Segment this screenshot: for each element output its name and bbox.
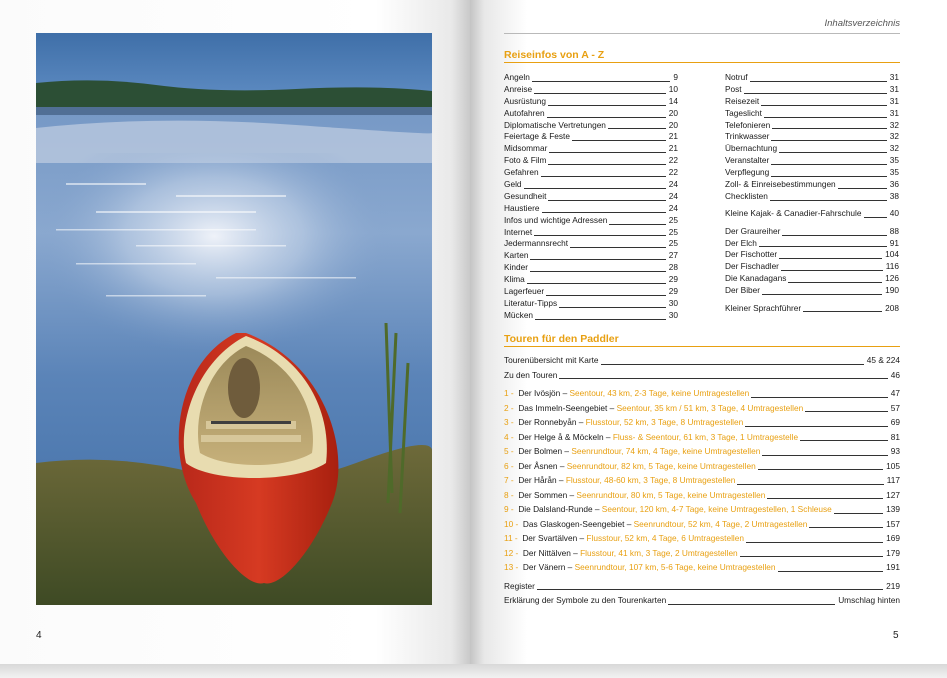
canoe-image (36, 33, 432, 605)
toc-entry-page: 116 (885, 261, 899, 272)
tour-page: 179 (886, 547, 900, 558)
tour-name: Der Svartälven – (522, 533, 585, 543)
tour-name: Die Dalsland-Runde – (518, 504, 600, 514)
tour-number: 3 - (504, 417, 514, 427)
tour-entry (504, 415, 900, 430)
leader-line (805, 411, 888, 412)
leader-line (559, 378, 887, 379)
tour-name: Das Glaskogen-Seengebiet – (522, 518, 632, 529)
toc-entry (504, 262, 678, 274)
tour-page: 157 (886, 518, 900, 529)
toc-entry (504, 143, 678, 155)
leader-line (547, 117, 666, 118)
toc-entry (725, 285, 899, 297)
tour-entry (504, 546, 900, 561)
toc-entry (725, 72, 899, 84)
leader-line (770, 200, 887, 201)
toc-entry (504, 274, 678, 286)
toc-entry (504, 155, 678, 167)
leader-line (761, 105, 887, 106)
toc-entry-page: 219 (886, 580, 900, 591)
toc-entry-label: Kleiner Sprachführer (725, 302, 802, 313)
tour-description: Fluss- & Seentour, 61 km, 3 Tage, 1 Umtragestelle (612, 431, 799, 442)
toc-entry-label: Gesundheit (504, 190, 547, 201)
bottom-shadow (0, 664, 947, 678)
toc-entry-label: Zu den Touren (504, 369, 558, 380)
toc-entry-label: Literatur-Tipps (504, 297, 558, 308)
tour-description: Seenrundtour, 80 km, 5 Tage, keine Umtragestellen (576, 489, 766, 500)
tour-number: 7 - (504, 475, 514, 485)
leader-line (779, 258, 882, 259)
tour-entry (504, 517, 900, 532)
toc-entry (504, 368, 900, 383)
leader-line (609, 224, 665, 225)
toc-entry-label: Angeln (504, 71, 530, 82)
toc-entry-label: Geld (504, 179, 522, 189)
leader-line (772, 128, 887, 129)
toc-entry-page: 104 (885, 249, 899, 260)
toc-entry-label: Der Biber (725, 285, 761, 296)
toc-entry-page: 31 (889, 71, 899, 82)
toc-entry (725, 179, 899, 191)
toc-entry-label: Kleine Kajak- & Canadier-Fahrschule (725, 208, 862, 219)
canoe-photo (36, 33, 432, 605)
toc-entry-page: 29 (668, 274, 678, 285)
toc-entry-label: Reisezeit (725, 95, 760, 106)
toc-entry (504, 215, 678, 227)
toc-entry (504, 227, 678, 239)
tour-description: Seenrundtour, 74 km, 4 Tage, keine Umtragestellen (571, 446, 761, 456)
tour-list (504, 353, 900, 608)
toc-entry (504, 298, 678, 310)
tour-description: Seentour, 43 km, 2-3 Tage, keine Umtragestellen (569, 388, 750, 398)
toc-entry-label: Klima (504, 274, 525, 285)
toc-entry-label: Tageslicht (725, 107, 762, 118)
tour-description: Seenrundtour, 82 km, 5 Tage, keine Umtragestellen (566, 460, 756, 471)
toc-entry-label: Übernachtung (725, 143, 778, 154)
toc-entry-label: Haustiere (504, 202, 540, 213)
leader-line (767, 498, 883, 499)
toc-entry-page: Umschlag hinten (838, 595, 900, 605)
tour-name: Der Ivösjön – (518, 388, 568, 398)
leader-line (782, 235, 886, 236)
toc-entry-page: 32 (889, 131, 899, 142)
leader-line (781, 270, 883, 271)
toc-entry (725, 167, 899, 179)
leader-line (778, 571, 884, 572)
leader-line (750, 81, 887, 82)
tour-description: Flusstour, 52 km, 3 Tage, 8 Umtragestellen (585, 417, 744, 427)
tour-description: Flusstour, 41 km, 3 Tage, 2 Umtragestellen (580, 547, 738, 558)
toc-entry (504, 286, 678, 298)
toc-entry-label: Die Kanadagans (725, 273, 787, 284)
toc-entry-page: 32 (889, 119, 899, 130)
leader-line (744, 93, 887, 94)
tour-number: 10 - (504, 518, 519, 529)
toc-entry-label: Jedermannsrecht (504, 238, 569, 249)
leader-line (530, 271, 666, 272)
tour-entry (504, 401, 900, 416)
leader-line (759, 246, 887, 247)
section-title-touren: Touren für den Paddler (504, 333, 900, 347)
tour-page: 169 (886, 533, 900, 543)
leader-line (764, 117, 887, 118)
toc-entry (504, 310, 678, 322)
tour-name: Der Ronnebyån – (518, 417, 584, 427)
leader-line (809, 527, 883, 528)
tour-description: Seenrundtour, 107 km, 5-6 Tage, keine Umtragestellen (574, 562, 776, 572)
leader-line (608, 128, 666, 129)
tour-number: 4 - (504, 431, 514, 442)
leader-line (548, 105, 666, 106)
toc-entry-page: 20 (668, 119, 678, 130)
leader-line (834, 513, 883, 514)
toc-entry-label: Lagerfeuer (504, 286, 545, 297)
toc-entry (504, 593, 900, 608)
leader-line (542, 212, 666, 213)
leader-line (771, 164, 886, 165)
tour-description: Flusstour, 52 km, 4 Tage, 6 Umtragestellen (586, 533, 744, 543)
leader-line (527, 283, 666, 284)
toc-entry-page: 190 (885, 285, 899, 296)
toc-entry-page: 25 (668, 214, 678, 225)
toc-entry-page: 9 (673, 71, 678, 82)
leader-line (788, 282, 882, 283)
toc-entry-page: 46 (890, 369, 900, 380)
toc-entry-page: 24 (668, 190, 678, 201)
toc-entry-page: 25 (668, 238, 678, 249)
section-title-reiseinfos: Reiseinfos von A - Z (504, 49, 900, 63)
left-page-number: 4 (36, 630, 42, 641)
tour-entry (504, 531, 900, 546)
right-page-number: 5 (893, 630, 899, 641)
toc-entry (504, 84, 678, 96)
toc-entry-label: Mücken (504, 309, 534, 320)
toc-entry (725, 131, 899, 143)
toc-column-1 (504, 72, 678, 322)
leader-line (803, 311, 882, 312)
toc-entry (725, 249, 899, 261)
tour-number: 5 - (504, 446, 514, 456)
toc-entry (504, 131, 678, 143)
toc-entry (504, 96, 678, 108)
leader-line (534, 235, 666, 236)
toc-entry (504, 353, 900, 368)
toc-entry-page: 36 (889, 179, 899, 189)
toc-entry-page: 31 (889, 95, 899, 106)
toc-entry-page: 32 (889, 143, 899, 154)
toc-entry (504, 238, 678, 250)
leader-line (746, 542, 883, 543)
toc-entry-label: Veranstalter (725, 155, 770, 166)
toc-entry-label: Register (504, 580, 535, 591)
toc-entry-page: 208 (885, 302, 899, 313)
tour-page: 139 (886, 504, 900, 514)
toc-entry-label: Zoll- & Einreisebestimmungen (725, 179, 836, 189)
toc-entry-label: Feiertage & Feste (504, 131, 570, 142)
toc-entry-page: 14 (668, 95, 678, 106)
toc-entry-label: Midsommar (504, 143, 548, 154)
tour-entry (504, 430, 900, 445)
tour-page: 57 (890, 402, 900, 413)
leader-line (838, 188, 887, 189)
tour-page: 81 (890, 431, 900, 442)
toc-entry (725, 191, 899, 203)
toc-entry (725, 303, 899, 315)
tour-description: Flusstour, 48-60 km, 3 Tage, 8 Umtragestellen (565, 475, 736, 485)
toc-entry-label: Anreise (504, 83, 533, 94)
toc-entry (725, 143, 899, 155)
toc-entry (504, 120, 678, 132)
toc-entry-label: Checklisten (725, 190, 768, 201)
leader-line (534, 93, 666, 94)
leader-line (548, 200, 665, 201)
tour-description: Seentour, 120 km, 4-7 Tage, keine Umtragestellen, 1 Schleuse (601, 504, 832, 514)
leader-line (668, 604, 835, 605)
tour-name: Der Åsnen – (518, 460, 565, 471)
leader-line (745, 426, 888, 427)
toc-entry-page: 30 (668, 297, 678, 308)
toc-entry-label: Autofahren (504, 107, 545, 118)
tour-number: 12 - (504, 547, 519, 558)
tour-number: 11 - (504, 533, 518, 543)
tour-page: 69 (890, 417, 900, 427)
toc-entry-label: Erklärung der Symbole zu den Tourenkarten (504, 595, 667, 605)
toc-entry-label: Der Graureiher (725, 225, 781, 236)
tour-number: 8 - (504, 489, 514, 500)
toc-entry (725, 96, 899, 108)
toc-entry-page: 126 (885, 273, 899, 284)
toc-entry-page: 27 (668, 250, 678, 261)
tour-description: Seentour, 35 km / 51 km, 3 Tage, 4 Umtragestellen (616, 402, 804, 413)
leader-line (740, 556, 883, 557)
tour-name: Der Vänern – (522, 562, 573, 572)
leader-line (771, 176, 886, 177)
toc-entry (504, 167, 678, 179)
toc-entry-label: Notruf (725, 71, 748, 82)
leader-line (559, 307, 666, 308)
tour-page: 105 (886, 460, 900, 471)
toc-entry (725, 108, 899, 120)
tour-entry (504, 502, 900, 517)
tour-name: Das Immeln-Seengebiet – (518, 402, 615, 413)
toc-entry-label: Infos und wichtige Adressen (504, 214, 608, 225)
leader-line (537, 589, 883, 590)
toc-entry-label: Karten (504, 250, 529, 261)
leader-line (532, 81, 671, 82)
toc-entry-page: 40 (889, 208, 899, 219)
tour-page: 93 (890, 446, 900, 456)
toc-entry (504, 108, 678, 120)
leader-line (758, 469, 883, 470)
tour-name: Der Sommen – (518, 489, 575, 500)
toc-entry-page: 31 (889, 107, 899, 118)
toc-entry-label: Internet (504, 226, 533, 237)
running-head: Inhaltsverzeichnis (504, 18, 900, 34)
leader-line (548, 164, 665, 165)
leader-line (762, 455, 887, 456)
tour-page: 47 (890, 388, 900, 398)
toc-entry-page: 38 (889, 190, 899, 201)
toc-entry-page: 21 (668, 143, 678, 154)
tour-entry (504, 444, 900, 459)
tour-entry (504, 488, 900, 503)
toc-entry-label: Telefonieren (725, 119, 771, 130)
toc-entry-page: 20 (668, 107, 678, 118)
toc-entry-label: Der Fischotter (725, 249, 778, 260)
tour-page: 127 (886, 489, 900, 500)
tour-name: Der Hårån – (518, 475, 564, 485)
toc-entry (725, 273, 899, 285)
tour-number: 13 - (504, 562, 519, 572)
leader-line (530, 259, 665, 260)
leader-line (800, 440, 888, 441)
leader-line (572, 140, 666, 141)
toc-entry-page: 35 (889, 167, 899, 178)
tour-entry (504, 459, 900, 474)
toc-entry-page: 25 (668, 226, 678, 237)
toc-entry-label: Foto & Film (504, 155, 547, 166)
toc-column-2 (725, 72, 899, 314)
toc-entry-page: 24 (668, 202, 678, 213)
tour-name: Der Bolmen – (518, 446, 570, 456)
toc-entry-page: 10 (668, 83, 678, 94)
tour-number: 1 - (504, 388, 514, 398)
toc-entry (725, 238, 899, 250)
toc-entry-label: Kinder (504, 262, 528, 273)
toc-entry-label: Verpflegung (725, 167, 770, 178)
toc-entry-label: Post (725, 83, 742, 94)
toc-entry-page: 24 (668, 179, 678, 189)
tour-page: 191 (886, 562, 900, 572)
toc-entry (725, 120, 899, 132)
toc-entry-page: 29 (668, 286, 678, 297)
toc-entry-label: Trinkwasser (725, 131, 770, 142)
toc-entry-label: Tourenübersicht mit Karte (504, 355, 599, 365)
leader-line (751, 397, 888, 398)
toc-entry-page: 30 (668, 309, 678, 320)
toc-entry-page: 21 (668, 131, 678, 142)
toc-entry-page: 22 (668, 155, 678, 166)
toc-entry (504, 250, 678, 262)
toc-entry (725, 155, 899, 167)
toc-entry-label: Der Fischadler (725, 261, 779, 272)
toc-entry (504, 72, 678, 84)
tour-entry (504, 560, 900, 575)
tour-number: 9 - (504, 504, 514, 514)
tour-entry (504, 473, 900, 488)
leader-line (546, 295, 666, 296)
leader-line (771, 140, 886, 141)
tour-number: 6 - (504, 460, 514, 471)
toc-entry-page: 22 (668, 167, 678, 178)
tour-entry (504, 386, 900, 401)
leader-line (601, 364, 864, 365)
tour-name: Der Nittälven – (522, 547, 578, 558)
tour-number: 2 - (504, 402, 514, 413)
tour-description: Seenrundtour, 52 km, 4 Tage, 2 Umtragestellen (633, 518, 808, 529)
toc-entry-label: Gefahren (504, 167, 539, 178)
leader-line (864, 217, 887, 218)
toc-entry (504, 203, 678, 215)
leader-line (524, 188, 666, 189)
toc-entry-page: 88 (889, 225, 899, 236)
leader-line (549, 152, 665, 153)
toc-entry-page: 35 (889, 155, 899, 166)
leader-line (541, 176, 666, 177)
toc-entry-page: 91 (889, 237, 899, 248)
toc-entry (725, 261, 899, 273)
toc-entry (725, 208, 899, 220)
toc-entry (504, 579, 900, 594)
leader-line (779, 152, 887, 153)
toc-entry-page: 28 (668, 262, 678, 273)
leader-line (762, 294, 882, 295)
toc-entry (504, 179, 678, 191)
leader-line (535, 319, 666, 320)
tour-name: Der Helge å & Möckeln – (518, 431, 611, 442)
leader-line (737, 484, 883, 485)
toc-entry-label: Der Elch (725, 237, 757, 248)
tour-page: 117 (886, 475, 900, 485)
toc-entry (725, 84, 899, 96)
toc-entry-page: 45 & 224 (866, 355, 900, 365)
toc-entry (504, 191, 678, 203)
toc-entry-label: Ausrüstung (504, 95, 546, 106)
toc-entry (725, 226, 899, 238)
toc-entry-label: Diplomatische Vertretungen (504, 119, 606, 130)
toc-entry-page: 31 (889, 83, 899, 94)
leader-line (570, 247, 666, 248)
